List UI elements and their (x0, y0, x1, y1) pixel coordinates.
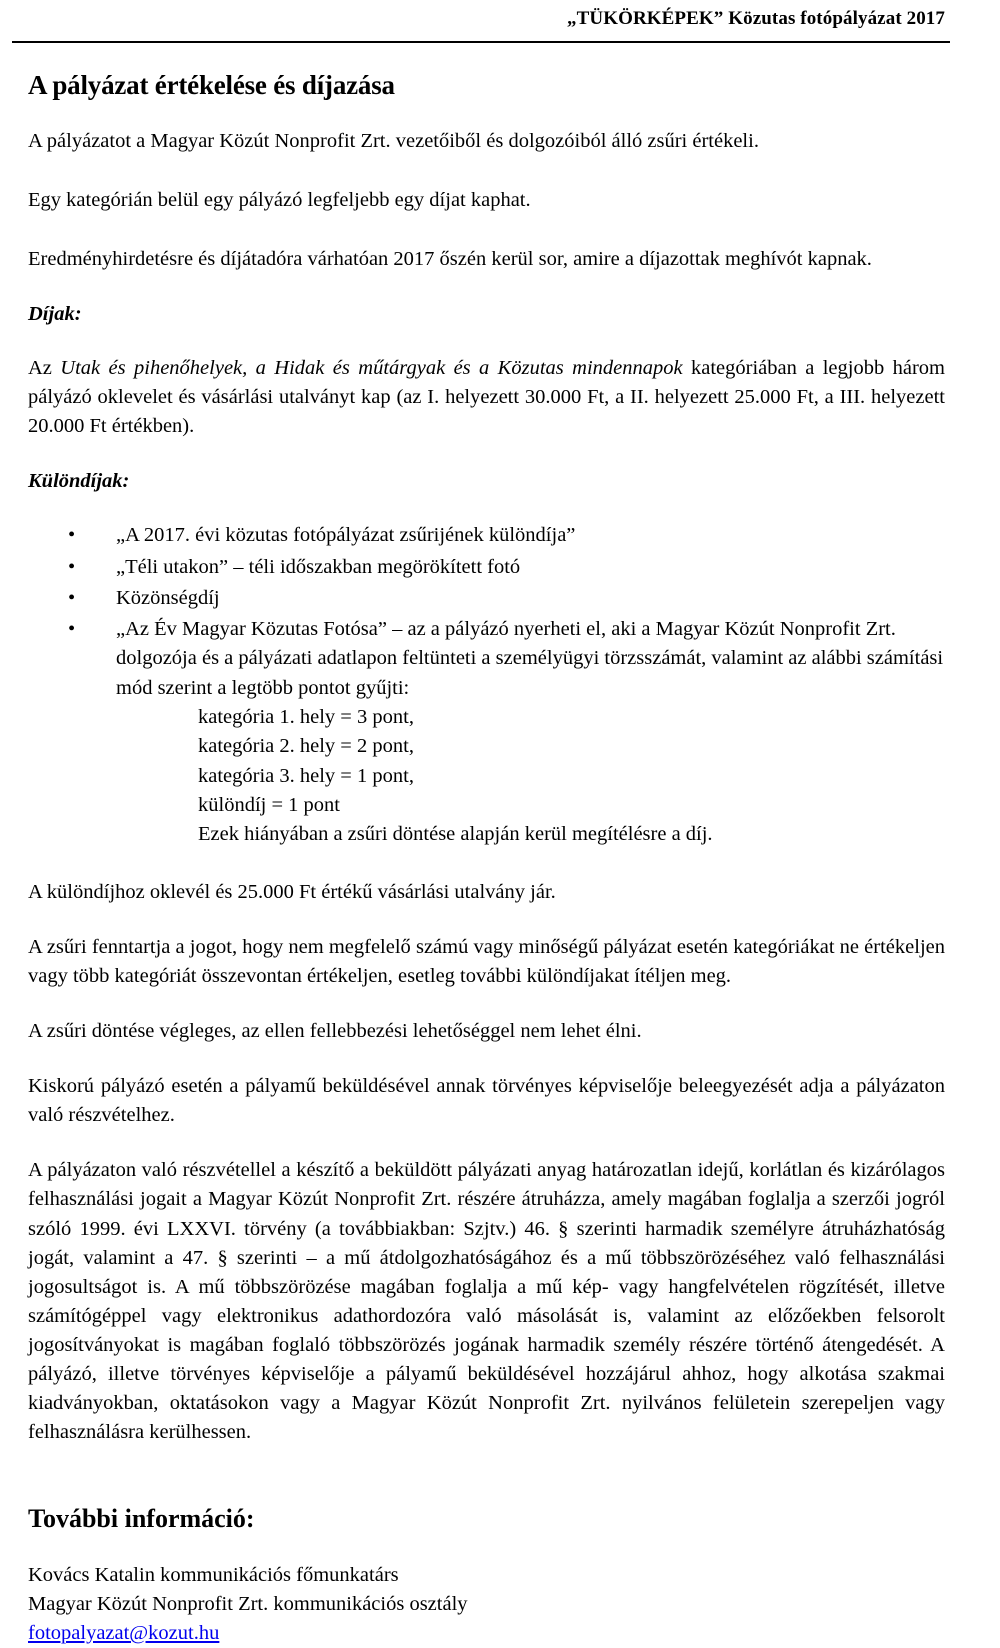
contact-name: Kovács Katalin kommunikációs főmunkatárs (28, 1563, 399, 1586)
scoring-line: Ezek hiányában a zsűri döntése alapján kerül megítélésre a díj. (198, 823, 713, 846)
scoring-line: kategória 2. hely = 2 pont, (198, 735, 414, 758)
prizes-description (28, 354, 945, 441)
paragraph-copyright-terms: A pályázaton való részvétellel a készítő a beküldött pályázati anyag határozatlan idejű, korlátlan és kizárólagos felhasználási jogait a Magyar Közút Nonprofit Zrt. részére átruházza, amely magában foglalja a szerzői jogról szóló 1999. évi LXXVI. törvény (a továbbiakban: Szjtv.) 46. § szerinti harmadik személyre átruházhatóság jogát, valamint a 47. § szerinti – a mű átdolgozhatóságához és a mű többszörözéséhez való felhasználási jogosultságot is. A mű többszörözése magában foglalja a mű kép- vagy hangfelvételen rögzítését, illetve számítógéppel vagy elektronikus adathordozóra való másolását is, valamint az előzőekben felsorolt jogosítványokat is magában foglaló többszörözés jogának harmadik személy részére történő átengedését. A pályázó, illetve törvényes képviselője a pályamű beküldésével hozzájárul ahhoz, hogy alkotása szakmai kiadványokban, oktatásokon vagy a Magyar Közút Nonprofit Zrt. nyilvános felületein szerepeljen vagy felhasználásra kerülhessen. (28, 1159, 945, 1444)
list-item-label: „A 2017. évi közutas fotópályázat zsűrijének különdíja” (116, 524, 576, 547)
paragraph-intro-2: Egy kategórián belül egy pályázó legfeljebb egy díjat kaphat. (28, 189, 531, 212)
bullet-icon: • (68, 555, 76, 578)
special-prizes-heading: Különdíjak: (28, 469, 130, 492)
prizes-intro-suffix: kategóriában a legjobb három pályázó oklevelet és vásárlási utalványt kap (az I. helyezett 30.000 Ft, a II. helyezett 25.000 Ft, a III. helyezett 20.000 Ft értékben). (28, 357, 945, 438)
list-item (28, 521, 945, 550)
list-item-label: „Az Év Magyar Közutas Fotósa” – az a pályázó nyerheti el, aki a Magyar Közút Nonprofit Zrt. dolgozója és a pályázati adatlapon feltünteti a személyügyi törzsszámát, valamint az alábbi számítási mód szerint a legtöbb pontot gyűjti: (116, 618, 944, 699)
scoring-line: kategória 1. hely = 3 pont, (198, 706, 414, 729)
contact-email-row (28, 1619, 945, 1648)
prizes-intro-prefix: Az (28, 357, 61, 380)
paragraph-voucher: A különdíjhoz oklevél és 25.000 Ft értékű vásárlási utalvány jár. (28, 880, 556, 903)
scoring-line: kategória 3. hely = 1 pont, (198, 764, 414, 787)
paragraph-minor-consent: Kiskorú pályázó esetén a pályamű beküldésével annak törvényes képviselője beleegyezését adja a pályázaton való részvételhez. (28, 1075, 945, 1127)
contact-organization: Magyar Közút Nonprofit Zrt. kommunikációs osztály (28, 1592, 468, 1615)
bullet-icon: • (68, 524, 76, 547)
paragraph-jury-rights: A zsűri fenntartja a jogot, hogy nem megfelelő számú vagy minőségű pályázat esetén kategóriákat ne értékeljen vagy több kategóriát összevontan értékeljen, esetleg további különdíjakat ítéljen meg. (28, 935, 945, 987)
body-content (28, 127, 945, 1648)
scoring-lines (116, 703, 945, 850)
list-item (28, 584, 945, 613)
scoring-line: különdíj = 1 pont (198, 794, 340, 817)
page-title: A pályázat értékelése és díjazása (28, 69, 395, 100)
paragraph-intro-3: Eredményhirdetésre és díjátadóra várhatóan 2017 őszén kerül sor, amire a díjazottak meghívót kapnak. (28, 248, 872, 271)
running-header: „TÜKÖRKÉPEK” Közutas fotópályázat 2017 (567, 8, 945, 29)
paragraph-intro-1: A pályázatot a Magyar Közút Nonprofit Zrt. vezetőiből és dolgozóiból álló zsűri értékeli. (28, 130, 759, 153)
bullet-icon: • (68, 586, 76, 609)
list-item-label: Közönségdíj (116, 586, 220, 609)
list-item (28, 553, 945, 582)
bullet-icon: • (68, 618, 76, 641)
special-prizes-list (28, 521, 945, 849)
prize-categories: Utak és pihenőhelyek, a Hidak és műtárgyak és a Közutas mindennapok (60, 357, 683, 380)
contact-email-link[interactable]: fotopalyazat@kozut.hu (28, 1621, 220, 1644)
header-divider (12, 41, 950, 43)
further-info-title: További információ: (28, 1504, 255, 1534)
prizes-heading: Díjak: (28, 302, 82, 325)
paragraph-jury-final: A zsűri döntése végleges, az ellen fellebbezési lehetőséggel nem lehet élni. (28, 1020, 642, 1042)
list-item-label: „Téli utakon” – téli időszakban megörökített fotó (116, 555, 521, 578)
list-item (28, 615, 945, 850)
